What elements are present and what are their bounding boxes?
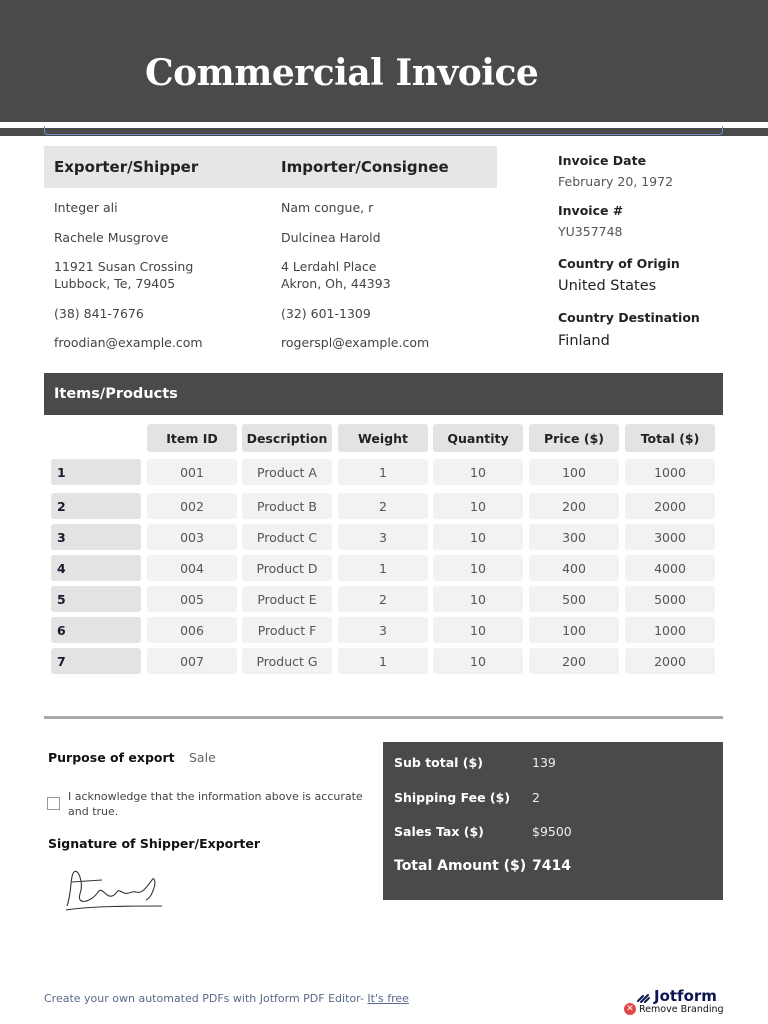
table-cell: Product A: [242, 459, 332, 485]
table-cell: 10: [433, 617, 523, 643]
table-cell: 2000: [625, 648, 715, 674]
table-cell: 5000: [625, 586, 715, 612]
table-cell: 100: [529, 617, 619, 643]
footer-free-link[interactable]: It's free: [367, 992, 409, 1005]
remove-branding-button[interactable]: [624, 1003, 724, 1015]
table-cell: 500: [529, 586, 619, 612]
total-amount-value: 7414: [532, 858, 571, 874]
row-number: 3: [51, 524, 141, 550]
table-cell: 10: [433, 555, 523, 581]
acknowledge-checkbox[interactable]: [47, 797, 60, 810]
country-destination-value: Finland: [558, 333, 610, 349]
items-section-bar: [44, 373, 723, 415]
row-number: 6: [51, 617, 141, 643]
table-cell: Product E: [242, 586, 332, 612]
party-heading-bar: [44, 146, 497, 188]
table-cell: 10: [433, 459, 523, 485]
table-cell: 2: [338, 493, 428, 519]
table-cell: Product D: [242, 555, 332, 581]
table-cell: 200: [529, 648, 619, 674]
table-cell: Product B: [242, 493, 332, 519]
column-header: Item ID: [147, 424, 237, 452]
table-cell: 1: [338, 555, 428, 581]
invoice-number-label: Invoice #: [558, 203, 624, 218]
table-cell: Product C: [242, 524, 332, 550]
invoice-number-value: YU357748: [558, 224, 623, 239]
subtotal-value: 139: [532, 755, 556, 770]
table-cell: 006: [147, 617, 237, 643]
importer-address-line1: 4 Lerdahl Place: [281, 259, 377, 274]
footer-promo-text: Create your own automated PDFs with Jotform PDF Editor-: [44, 992, 368, 1005]
importer-address-line2: Akron, Oh, 44393: [281, 276, 391, 291]
table-cell: 003: [147, 524, 237, 550]
shipping-fee-value: 2: [532, 790, 540, 805]
totals-panel: [383, 742, 723, 900]
row-number: 7: [51, 648, 141, 674]
column-header: Description: [242, 424, 332, 452]
exporter-company: Integer ali: [54, 200, 118, 215]
table-cell: 10: [433, 586, 523, 612]
table-cell: 400: [529, 555, 619, 581]
exporter-phone: (38) 841-7676: [54, 306, 144, 321]
importer-phone: (32) 601-1309: [281, 306, 371, 321]
table-cell: 4000: [625, 555, 715, 581]
table-cell: 2000: [625, 493, 715, 519]
purpose-value: Sale: [189, 750, 216, 765]
row-number: 4: [51, 555, 141, 581]
row-number: 2: [51, 493, 141, 519]
table-cell: 1000: [625, 617, 715, 643]
invoice-date-label: Invoice Date: [558, 153, 647, 168]
subtotal-label: Sub total ($): [394, 755, 483, 770]
table-cell: 10: [433, 493, 523, 519]
importer-heading: Importer/Consignee: [281, 158, 449, 176]
table-cell: 1: [338, 648, 428, 674]
table-cell: 100: [529, 459, 619, 485]
shipping-fee-label: Shipping Fee ($): [394, 790, 511, 805]
table-cell: 004: [147, 555, 237, 581]
row-number: 5: [51, 586, 141, 612]
table-cell: 1000: [625, 459, 715, 485]
table-cell: 005: [147, 586, 237, 612]
table-cell: 300: [529, 524, 619, 550]
exporter-address-line2: Lubbock, Te, 79405: [54, 276, 176, 291]
purpose-label: Purpose of export: [48, 750, 175, 765]
invoice-date-value: February 20, 1972: [558, 174, 674, 189]
exporter-contact: Rachele Musgrove: [54, 230, 169, 245]
table-cell: Product F: [242, 617, 332, 643]
importer-email: rogerspl@example.com: [281, 335, 430, 350]
column-header: Total ($): [625, 424, 715, 452]
jotform-brand[interactable]: Jotform: [654, 987, 717, 1005]
table-cell: 3: [338, 524, 428, 550]
remove-branding-label: Remove Branding: [639, 1003, 724, 1015]
total-amount-label: Total Amount ($): [394, 858, 527, 874]
column-header: Price ($): [529, 424, 619, 452]
document-title: Commercial Invoice: [145, 52, 539, 94]
signature-image: [62, 862, 168, 918]
table-cell: 200: [529, 493, 619, 519]
items-section-title: Items/Products: [54, 386, 178, 402]
row-number: 1: [51, 459, 141, 485]
country-origin-value: United States: [558, 278, 657, 294]
table-cell: 007: [147, 648, 237, 674]
exporter-address-line1: 11921 Susan Crossing: [54, 259, 194, 274]
table-cell: 001: [147, 459, 237, 485]
importer-company: Nam congue, r: [281, 200, 374, 215]
footer-promo: [44, 992, 409, 1005]
acknowledge-text: I acknowledge that the information above is accurate and true.: [68, 790, 363, 818]
header-inset-outline: [44, 126, 723, 135]
column-header: Quantity: [433, 424, 523, 452]
table-cell: 1: [338, 459, 428, 485]
table-cell: 002: [147, 493, 237, 519]
section-divider: [44, 716, 723, 719]
signature-label: Signature of Shipper/Exporter: [48, 836, 261, 851]
column-header: Weight: [338, 424, 428, 452]
jotform-logo-icon: [636, 991, 650, 1003]
table-cell: 3: [338, 617, 428, 643]
exporter-email: froodian@example.com: [54, 335, 203, 350]
country-origin-label: Country of Origin: [558, 256, 680, 271]
sales-tax-label: Sales Tax ($): [394, 824, 484, 839]
table-cell: 2: [338, 586, 428, 612]
close-icon: ✕: [624, 1003, 636, 1015]
table-cell: 10: [433, 648, 523, 674]
table-cell: Product G: [242, 648, 332, 674]
table-cell: 10: [433, 524, 523, 550]
sales-tax-value: $9500: [532, 824, 572, 839]
exporter-heading: Exporter/Shipper: [54, 158, 199, 176]
importer-contact: Dulcinea Harold: [281, 230, 381, 245]
table-cell: 3000: [625, 524, 715, 550]
country-destination-label: Country Destination: [558, 310, 700, 325]
